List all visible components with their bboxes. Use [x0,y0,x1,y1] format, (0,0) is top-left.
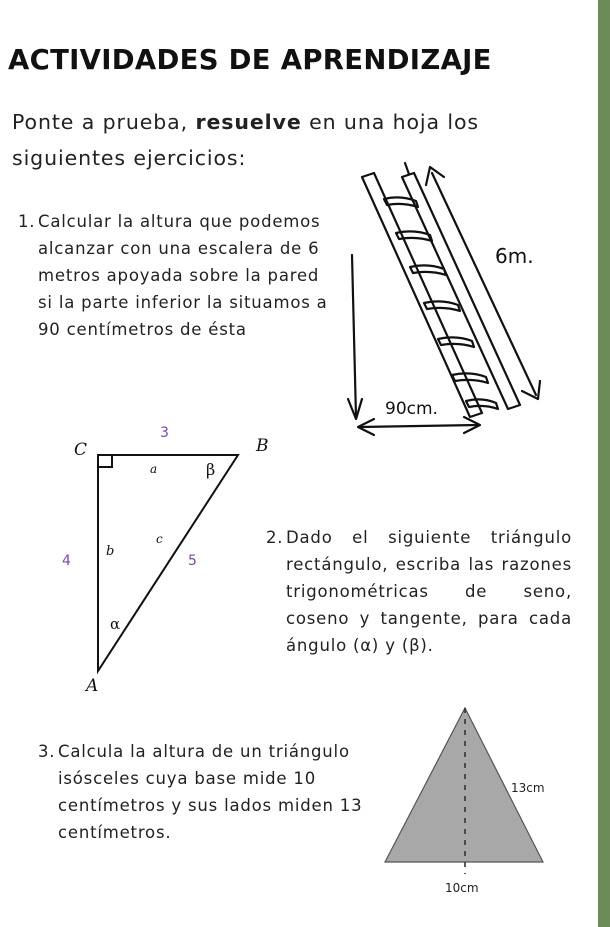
side-top-value: 3 [160,425,169,441]
exercise-2-text: Dado el siguiente triángulo rectángulo, escriba las razones trigonométricas de seno, coseno y tangente, para cada ángulo (α) y (β). [286,528,572,655]
ladder-length-arrow [426,167,540,399]
side-c-label: c [156,532,163,546]
side-b-label: b [106,544,115,559]
exercise-3-number: 3. [38,742,56,761]
page-title: ACTIVIDADES DE APRENDIZAJE [8,44,492,76]
exercise-2 [266,524,572,659]
ladder-rungs [384,197,498,409]
triangle-outline [98,455,238,671]
side-a-label: a [150,462,158,476]
intro-before: Ponte a prueba, [12,110,196,134]
vertex-b: B [256,436,269,456]
exercise-3-text: Calcula la altura de un triángulo isósceles cuya base mide 10 centímetros y sus lados miden 13 centímetros. [58,742,363,842]
ladder-figure [340,155,560,440]
vertex-c: C [74,440,88,460]
ladder-base-label: 90cm. [385,399,438,419]
right-angle-mark [98,455,112,467]
exercise-1-text: Calcular la altura que podemos alcanzar con una escalera de 6 metros apoyada sobre la pared si la parte inferior la situamos a 90 centímetros de ésta [38,212,328,339]
base-arrow [358,417,480,435]
intro-bold: resuelve [195,110,302,134]
exercise-3 [38,738,368,846]
iso-base-label: 10cm [445,881,479,895]
iso-side-label: 13cm [511,781,545,795]
exercise-1 [18,208,328,343]
angle-beta: β [206,460,216,479]
height-arrow [348,255,362,419]
exercise-1-number: 1. [18,212,36,231]
isosceles-triangle-figure [365,700,585,910]
vertex-a: A [86,676,99,695]
side-hyp-value: 5 [188,553,197,569]
decorative-side-bar [598,0,610,927]
exercise-2-number: 2. [266,528,284,547]
side-left-value: 4 [62,553,71,569]
right-triangle-figure [50,415,290,695]
ladder-length-label: 6m. [495,244,534,268]
angle-alpha: α [110,615,121,633]
intro-after: en una hoja los siguientes ejercicios: [12,110,480,170]
